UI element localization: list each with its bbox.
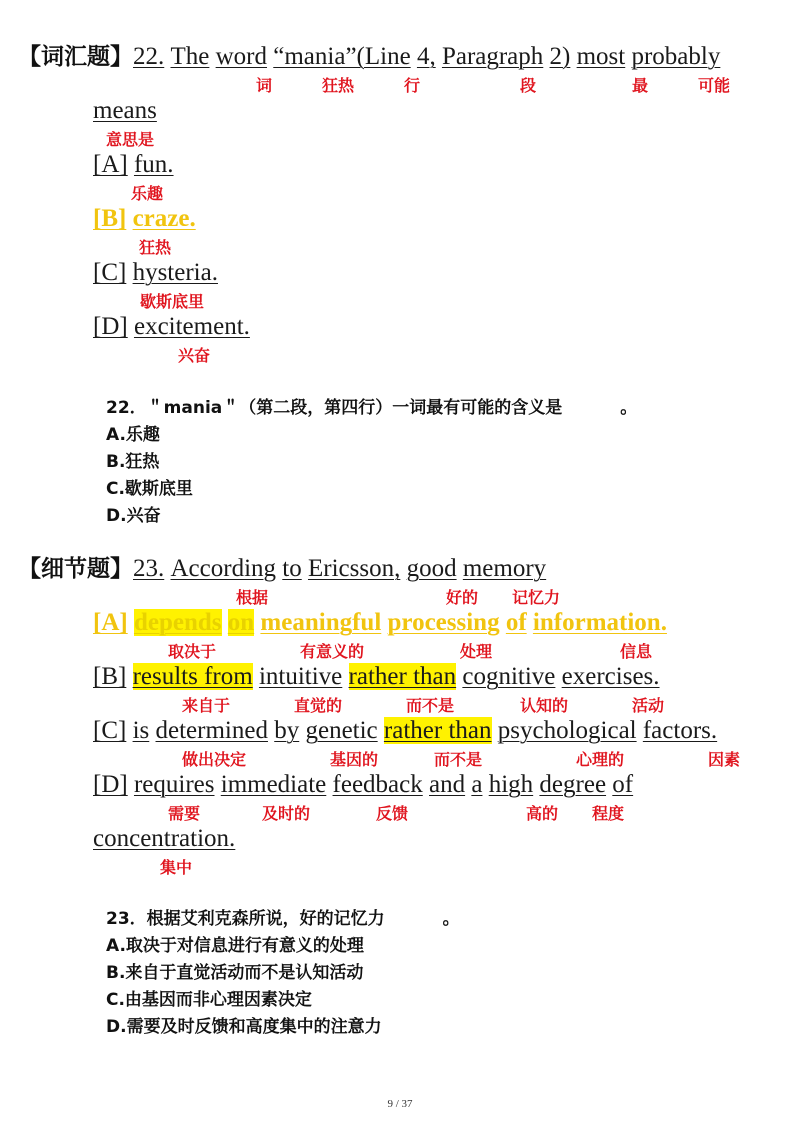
gloss: 而不是 bbox=[434, 750, 483, 769]
gloss: 词 bbox=[256, 76, 273, 95]
gloss: 而不是 bbox=[406, 696, 455, 715]
cn-question-text: 23．根据艾利克森所说，好的记忆力 bbox=[106, 909, 385, 929]
q23-option-d-line2 bbox=[93, 824, 235, 854]
option-word: factors. bbox=[642, 717, 718, 744]
option-label: [D] bbox=[93, 313, 128, 340]
option-word: immediate bbox=[220, 771, 327, 798]
option-word: a bbox=[471, 771, 483, 798]
option-word: psychological bbox=[497, 717, 637, 744]
q22-cn-option: B.狂热 bbox=[106, 452, 160, 472]
q22-cn-option: A.乐趣 bbox=[106, 425, 160, 445]
option-label: [A] bbox=[93, 151, 128, 178]
stem-word: means bbox=[93, 97, 157, 124]
stem-word: “mania”(Line bbox=[273, 43, 411, 70]
gloss: 兴奋 bbox=[178, 346, 211, 365]
gloss: 狂热 bbox=[322, 76, 355, 95]
option-word: concentration. bbox=[93, 825, 236, 852]
q23-category-tag: 【细节题】 bbox=[18, 556, 133, 582]
gloss: 处理 bbox=[460, 642, 493, 661]
option-word: rather than bbox=[348, 663, 457, 690]
q23-cn-option: B.来自于直觉活动而不是认知活动 bbox=[106, 963, 364, 983]
gloss: 记忆力 bbox=[512, 588, 561, 607]
option-word: determined bbox=[155, 717, 268, 744]
option-label: [D] bbox=[93, 771, 128, 798]
option-word: of bbox=[505, 609, 527, 636]
gloss: 乐趣 bbox=[131, 184, 164, 203]
option-word: of bbox=[612, 771, 634, 798]
gloss: 好的 bbox=[446, 588, 479, 607]
q22-chinese-question bbox=[106, 396, 637, 420]
stem-word: probably bbox=[631, 43, 721, 70]
gloss: 取决于 bbox=[168, 642, 217, 661]
q22-option-d bbox=[93, 312, 250, 342]
q23-cn-option: A.取决于对信息进行有意义的处理 bbox=[106, 936, 364, 956]
option-word: information. bbox=[532, 609, 667, 636]
page-number: 9 / 37 bbox=[387, 1098, 413, 1110]
q22-cn-option: D.兴奋 bbox=[106, 506, 161, 526]
gloss: 需要 bbox=[168, 804, 201, 823]
q22-option-c bbox=[93, 258, 218, 288]
gloss: 做出决定 bbox=[182, 750, 247, 769]
q22-cn-option: C.歇斯底里 bbox=[106, 479, 193, 499]
option-word: results from bbox=[132, 663, 253, 690]
gloss: 意思是 bbox=[106, 130, 155, 149]
gloss: 活动 bbox=[632, 696, 665, 715]
option-label: [B] bbox=[93, 663, 127, 690]
stem-word: Ericsson, bbox=[307, 555, 401, 582]
option-label: [C] bbox=[93, 259, 127, 286]
q23-cn-option: D.需要及时反馈和高度集中的注意力 bbox=[106, 1017, 382, 1037]
q22-option-b-answer bbox=[93, 204, 196, 234]
option-text: excitement. bbox=[133, 313, 250, 340]
option-word: high bbox=[488, 771, 534, 798]
gloss: 信息 bbox=[620, 642, 653, 661]
q23-option-a-answer bbox=[93, 608, 667, 638]
q23-chinese-question bbox=[106, 907, 460, 931]
q23-number: 23. bbox=[133, 555, 165, 582]
option-word: by bbox=[274, 717, 300, 744]
gloss: 心理的 bbox=[576, 750, 625, 769]
gloss: 歇斯底里 bbox=[140, 292, 205, 311]
option-word: on bbox=[227, 609, 255, 636]
gloss: 及时的 bbox=[262, 804, 311, 823]
gloss: 高的 bbox=[526, 804, 559, 823]
gloss: 有意义的 bbox=[300, 642, 365, 661]
q23-option-d bbox=[93, 770, 633, 800]
stem-word: Paragraph bbox=[441, 43, 544, 70]
gloss: 根据 bbox=[236, 588, 269, 607]
option-text: hysteria. bbox=[132, 259, 218, 286]
option-word: intuitive bbox=[258, 663, 343, 690]
option-word: feedback bbox=[332, 771, 423, 798]
gloss: 最 bbox=[632, 76, 649, 95]
stem-word: to bbox=[282, 555, 302, 582]
cn-question-end: 。 bbox=[620, 398, 638, 418]
option-word: and bbox=[429, 771, 466, 798]
option-word: exercises. bbox=[561, 663, 660, 690]
gloss: 认知的 bbox=[520, 696, 569, 715]
gloss: 可能 bbox=[698, 76, 731, 95]
q22-option-a bbox=[93, 150, 174, 180]
q23-option-b bbox=[93, 662, 660, 692]
gloss: 基因的 bbox=[330, 750, 379, 769]
gloss: 集中 bbox=[160, 858, 193, 877]
gloss: 段 bbox=[520, 76, 537, 95]
q22-number: 22. bbox=[133, 43, 165, 70]
q23-stem bbox=[18, 554, 546, 584]
q23-option-c bbox=[93, 716, 717, 746]
stem-word: The bbox=[170, 43, 210, 70]
option-text: fun. bbox=[133, 151, 174, 178]
option-word: cognitive bbox=[462, 663, 556, 690]
gloss: 因素 bbox=[708, 750, 741, 769]
option-word: is bbox=[132, 717, 150, 744]
q23-cn-option: C.由基因而非心理因素决定 bbox=[106, 990, 312, 1010]
q22-category-tag: 【词汇题】 bbox=[18, 44, 133, 70]
q22-stem-line2 bbox=[93, 96, 157, 126]
option-word: degree bbox=[539, 771, 607, 798]
option-label: [A] bbox=[93, 609, 128, 636]
cn-question-end: 。 bbox=[442, 909, 460, 929]
stem-word: word bbox=[215, 43, 268, 70]
stem-word: good bbox=[406, 555, 457, 582]
option-word: processing bbox=[387, 609, 500, 636]
stem-word: According bbox=[170, 555, 277, 582]
gloss: 狂热 bbox=[139, 238, 172, 257]
option-text: craze. bbox=[132, 205, 196, 232]
gloss: 行 bbox=[404, 76, 421, 95]
gloss: 反馈 bbox=[376, 804, 409, 823]
option-word: genetic bbox=[305, 717, 378, 744]
option-label: [B] bbox=[93, 205, 127, 232]
stem-word: memory bbox=[462, 555, 547, 582]
gloss: 直觉的 bbox=[294, 696, 343, 715]
cn-question-text: 22．＂mania＂（第二段，第四行）一词最有可能的含义是 bbox=[106, 398, 563, 418]
option-label: [C] bbox=[93, 717, 127, 744]
gloss: 来自于 bbox=[182, 696, 231, 715]
option-word: meaningful bbox=[260, 609, 382, 636]
stem-word: 2) bbox=[549, 43, 571, 70]
option-word: requires bbox=[133, 771, 215, 798]
stem-word: 4, bbox=[416, 43, 436, 70]
option-word: depends bbox=[133, 609, 222, 636]
option-word: rather than bbox=[383, 717, 492, 744]
gloss: 程度 bbox=[592, 804, 625, 823]
stem-word: most bbox=[576, 43, 626, 70]
q22-stem-line1 bbox=[18, 42, 720, 72]
